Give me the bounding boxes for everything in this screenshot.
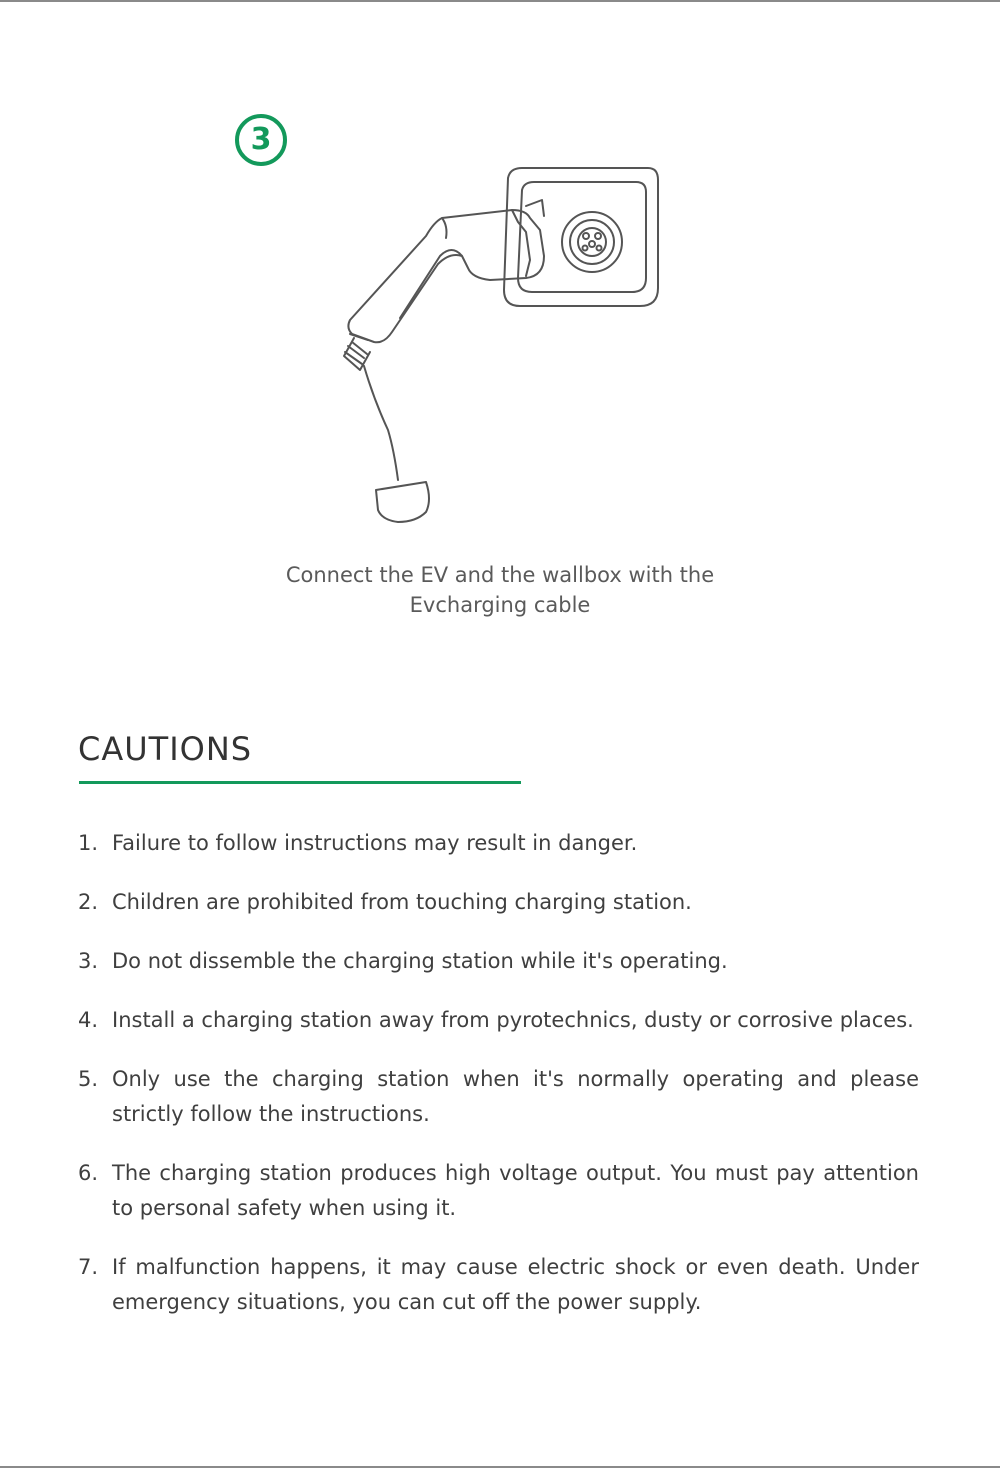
ev-charging-plug-icon	[330, 160, 670, 530]
caution-text: Install a charging station away from pyrotechnics, dusty or corrosive places.	[112, 1008, 914, 1032]
caution-item	[78, 1062, 919, 1132]
caution-text: Do not dissemble the charging station while it's operating.	[112, 949, 728, 973]
caution-text: If malfunction happens, it may cause electric shock or even death. Under emergency situations, you can cut off the power supply.	[112, 1255, 919, 1314]
step-caption	[200, 560, 800, 620]
caution-number: 7.	[78, 1255, 99, 1279]
caution-item	[78, 826, 919, 861]
top-divider	[0, 0, 1000, 2]
bottom-divider	[0, 1466, 1000, 1468]
step-number-badge: 3	[235, 114, 287, 166]
cautions-list	[78, 826, 919, 1344]
caution-number: 3.	[78, 949, 99, 973]
caution-text: The charging station produces high voltage output. You must pay attention to personal safety when using it.	[112, 1161, 919, 1220]
caution-number: 6.	[78, 1161, 99, 1185]
caution-item	[78, 1156, 919, 1226]
caution-number: 4.	[78, 1008, 99, 1032]
caption-line-2: Evcharging cable	[409, 593, 591, 617]
cautions-heading-underline	[79, 781, 521, 784]
caption-line-1: Connect the EV and the wallbox with the	[285, 563, 715, 587]
caution-item	[78, 1003, 919, 1038]
caution-number: 1.	[78, 831, 99, 855]
caution-text: Only use the charging station when it's normally operating and please strictly follow the instructions.	[112, 1067, 919, 1126]
caution-item	[78, 885, 919, 920]
caution-number: 2.	[78, 890, 99, 914]
caution-item	[78, 944, 919, 979]
cautions-heading: CAUTIONS	[78, 730, 253, 768]
caution-text: Failure to follow instructions may result in danger.	[112, 831, 638, 855]
caution-number: 5.	[78, 1067, 99, 1091]
caution-item	[78, 1250, 919, 1320]
caution-text: Children are prohibited from touching charging station.	[112, 890, 692, 914]
